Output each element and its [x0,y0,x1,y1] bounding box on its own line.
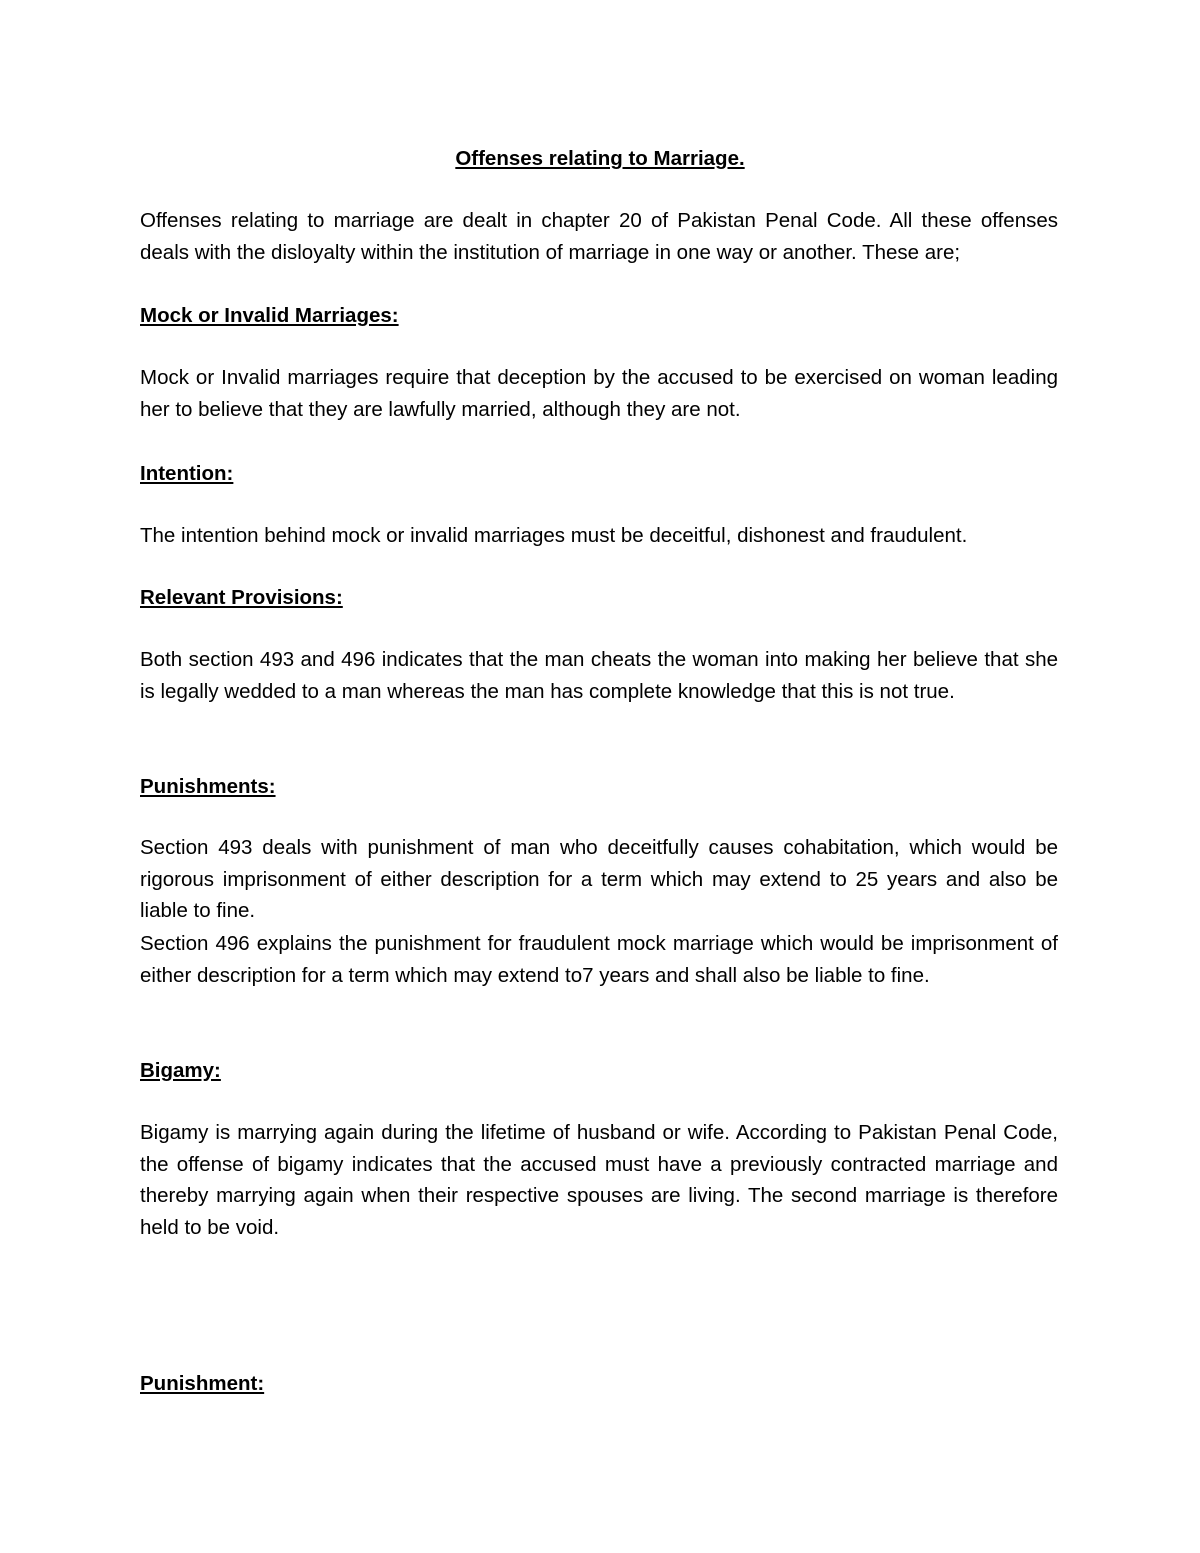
paragraph-bigamy: Bigamy is marrying again during the lifetime of husband or wife. According to Pakistan Penal Code, the offense of bigamy indicates that the accused must have a previously contracted marriage and thereby marrying again when their respective spouses are living. The second marriage is therefore held to be void. [140,1121,1058,1239]
paragraph-punishment-section-493: Section 493 deals with punishment of man who deceitfully causes cohabitation, which would be rigorous imprisonment of either description for a term which may extend to 25 years and also be liable to fine. [140,836,1058,922]
heading-bigamy: Bigamy: [140,1059,221,1082]
heading-intention: Intention: [140,462,234,485]
paragraph-intention: The intention behind mock or invalid marriages must be deceitful, dishonest and fraudulent. [140,524,968,547]
intro-paragraph: Offenses relating to marriage are dealt in chapter 20 of Pakistan Penal Code. All these offenses deals with the disloyalty within the institution of marriage in one way or another. These are; [140,209,1058,264]
document-title: Offenses relating to Marriage. [455,147,745,170]
heading-punishment: Punishment: [140,1372,265,1395]
paragraph-relevant-provisions: Both section 493 and 496 indicates that the man cheats the woman into making her believe that she is legally wedded to a man whereas the man has complete knowledge that this is not true. [140,648,1058,703]
heading-punishments: Punishments: [140,775,276,798]
heading-relevant-provisions: Relevant Provisions: [140,586,343,609]
heading-mock-invalid-marriages: Mock or Invalid Marriages: [140,304,399,327]
paragraph-punishment-section-496: Section 496 explains the punishment for fraudulent mock marriage which would be imprisonment of either description for a term which may extend to7 years and shall also be liable to fine. [140,932,1058,987]
paragraph-mock-invalid-marriages: Mock or Invalid marriages require that deception by the accused to be exercised on woman leading her to believe that they are lawfully married, although they are not. [140,366,1058,421]
